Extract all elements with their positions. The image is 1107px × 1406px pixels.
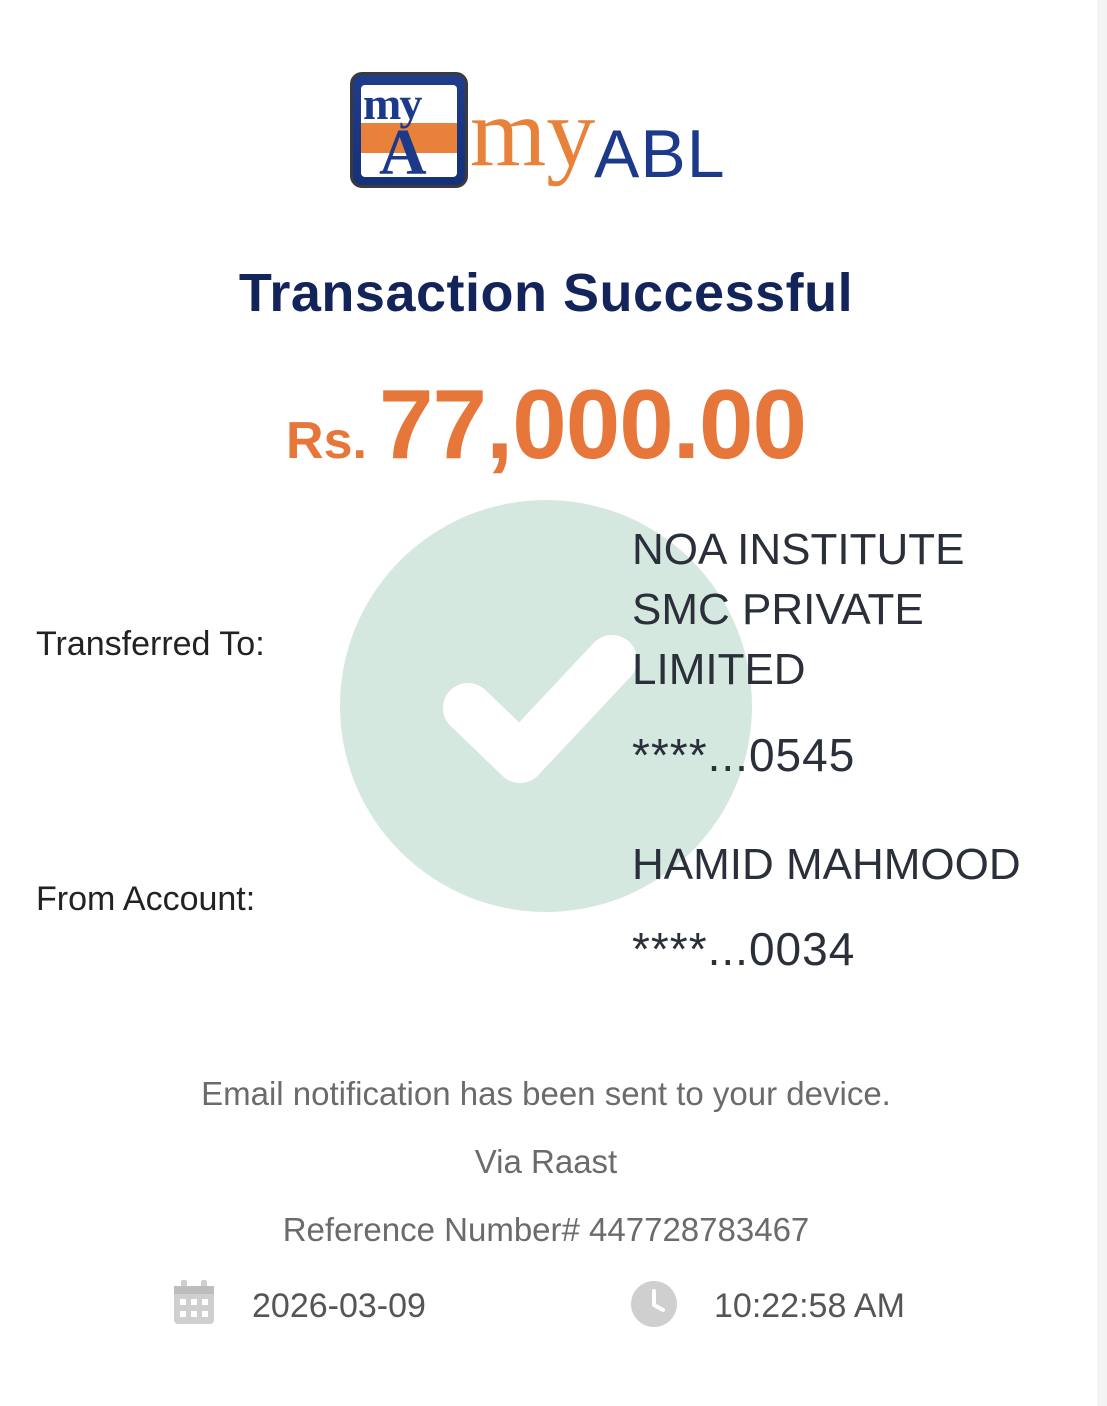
page-title: Transaction Successful [238, 263, 854, 323]
logo-wordmark-abl: ABL [594, 116, 726, 192]
transaction-amount [0, 368, 1092, 481]
channel-text: Via Raast [474, 1143, 618, 1180]
transferred-to-account: ****...0545 [632, 729, 856, 781]
from-account-name: HAMID MAHMOOD [632, 840, 1021, 889]
logo-badge-my: my [363, 78, 421, 129]
amount-value: 77,000.00 [378, 369, 806, 479]
transaction-date: 2026-03-09 [252, 1287, 426, 1325]
transferred-to-name [632, 520, 964, 700]
transferred-to-name-line-1: NOA INSTITUTE [632, 525, 965, 574]
logo-badge [350, 72, 468, 188]
clock-icon [630, 1280, 678, 1328]
transferred-to-name-line-3: LIMITED [632, 645, 806, 694]
currency-label: Rs. [286, 412, 367, 470]
transferred-to-name-line-2: SMC PRIVATE [632, 585, 924, 634]
reference-number: Reference Number# 447728783467 [282, 1211, 810, 1248]
transaction-time: 10:22:58 AM [714, 1287, 905, 1325]
logo-wordmark-my: my [470, 79, 596, 187]
transferred-to-label: Transferred To: [36, 625, 265, 663]
from-account-number: ****...0034 [632, 923, 856, 975]
notification-text: Email notification has been sent to your device. [201, 1075, 891, 1112]
logo-badge-a: A [379, 116, 427, 188]
myabl-logo [350, 72, 745, 202]
from-account-label: From Account: [36, 880, 256, 918]
calendar-icon [172, 1280, 216, 1326]
